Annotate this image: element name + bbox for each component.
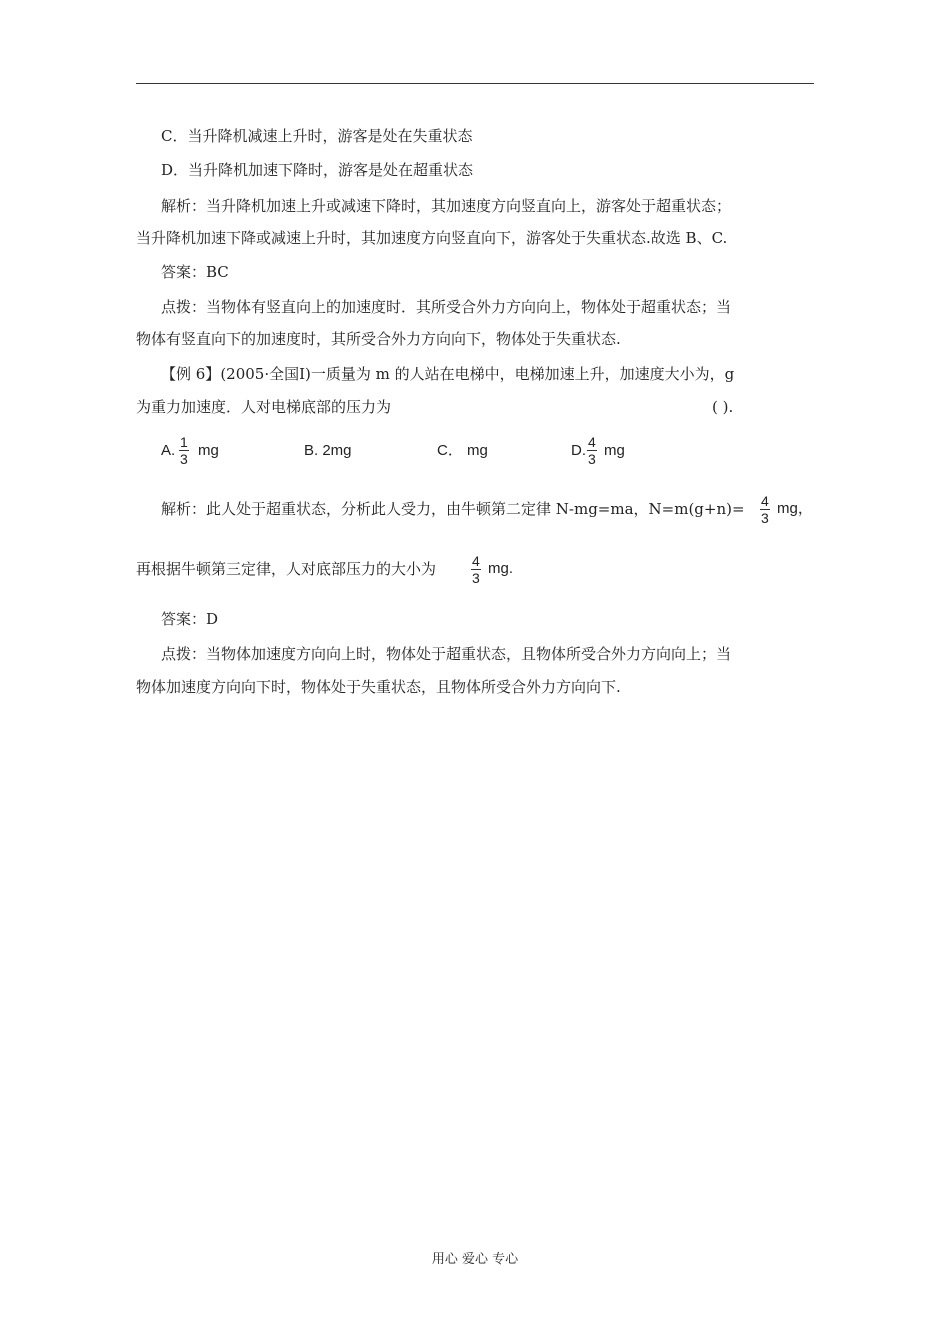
analysis2-line1-text: 解析：此人处于超重状态，分析此人受力，由牛顿第二定律 N-mg=ma，N=m(g+n)=: [161, 500, 745, 518]
choice-a-numerator: 1: [180, 434, 188, 450]
choice-a-label: A.: [161, 442, 176, 459]
analysis2-line2-denominator: 3: [472, 570, 480, 586]
choice-b: B. 2mg: [304, 442, 352, 459]
analysis2-line1-fraction: [760, 493, 770, 526]
analysis1-line2: 当升降机加速下降或减速上升时，其加速度方向竖直向下，游客处于失重状态.故选 B、C.: [136, 229, 728, 247]
choice-a-fraction: [179, 434, 189, 467]
analysis2-line1-tail: mg，: [777, 500, 813, 517]
analysis2-line1-numerator: 4: [761, 493, 769, 509]
tip2-line2: 物体加速度方向向下时，物体处于失重状态，且物体所受合外力方向向下.: [136, 678, 621, 696]
example6-line2: 为重力加速度．人对电梯底部的压力为: [136, 398, 392, 416]
choice-d-label: D.: [571, 442, 586, 459]
tip1-line1: 点拨：当物体有竖直向上的加速度时．其所受合外力方向向上，物体处于超重状态；当: [161, 298, 732, 316]
analysis2-line2-text: 再根据牛顿第三定律，人对底部压力的大小为: [136, 560, 437, 578]
analysis1-line1: 解析：当升降机加速上升或减速下降时，其加速度方向竖直向上，游客处于超重状态；: [161, 197, 732, 215]
option-c-prev: C．当升降机减速上升时，游客是处在失重状态: [161, 127, 473, 145]
analysis2-line2-numerator: 4: [472, 553, 480, 569]
tip1-line2: 物体有竖直向下的加速度时，其所受合外力方向向下，物体处于失重状态.: [136, 330, 621, 348]
example6-text: (2005·全国Ⅰ)一质量为 m 的人站在电梯中，电梯加速上升，加速度大小为，g: [220, 365, 735, 383]
analysis2-line1-denominator: 3: [761, 510, 769, 526]
analysis2-line2-tail: mg.: [488, 560, 514, 577]
choice-d-denominator: 3: [588, 451, 596, 467]
choice-d-numerator: 4: [588, 434, 596, 450]
choice-a-unit: mg: [198, 442, 219, 459]
choice-d-fraction: [587, 434, 597, 467]
analysis2-line2-fraction: [471, 553, 481, 586]
option-d-prev: D．当升降机加速下降时，游客是处在超重状态: [161, 161, 474, 179]
example6-line1: [161, 364, 816, 384]
page-footer: 用心 爱心 专心: [431, 1252, 519, 1267]
tip2-line1: 点拨：当物体加速度方向向上时，物体处于超重状态，且物体所受合外力方向向上；当: [161, 645, 732, 663]
choice-a-denominator: 3: [180, 451, 188, 467]
choice-d-unit: mg: [604, 442, 625, 459]
example6-tag: 【例 6】: [161, 365, 221, 383]
answer1: 答案：BC: [161, 263, 229, 281]
answer-bracket: ( ).: [712, 398, 734, 416]
header-rule: [136, 83, 814, 84]
answer2: 答案：D: [161, 610, 219, 628]
choice-c: C． mg: [437, 442, 488, 459]
